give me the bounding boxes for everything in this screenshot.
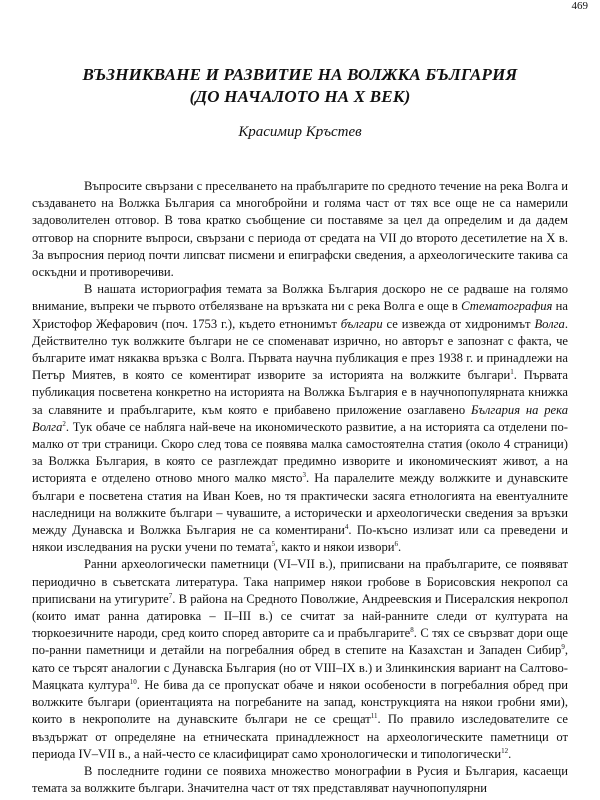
text-run: се извежда от хидронимът: [382, 316, 535, 331]
text-run: . Тук обаче се наблягa най-вече на икономическото развитие, а на историята са отделени по-малко от три страници. Скоро след това се появява малка самостоятелна статия (около 4 страници) за Волжка България, в която се разглеждат предимно изворите и икономическият живот, а на историята е отделено отново много малко място: [32, 419, 568, 486]
text-run: . Първата публикация посветена конкретно на историята на Волжка България е в научнопопулярната книжка за славяните и прабългарите, към която е прибавено приложение озаглавено: [32, 368, 568, 417]
page-number: 469: [571, 0, 588, 12]
text-run: . По правило изследователите се въздържат от определяне на етническата принадлежност на археологическите паметници от периода IV–VII в., а най-често се класифицират само хронологически и типологически: [32, 712, 568, 761]
article-title-line-2: (ДО НАЧАЛОТО НА X ВЕК): [189, 87, 411, 106]
text-run: .: [508, 746, 512, 761]
footnote-ref-12[interactable]: 12: [501, 746, 509, 755]
article-title: [0, 64, 600, 108]
text-run: . Не бива да се пропускат обаче и някои особености в погребалния обред при волжките българи (ориентацията на погребаните на запад, конструкцията на някои гробни ями), които в некрополите на дунавските българи не се срещат: [32, 677, 568, 727]
footnote-ref-9[interactable]: 9: [561, 643, 565, 652]
paragraph-1: Въпросите свързани с преселването на прабългарите по средното течение на река Волга и създаването на Волжка България са многобройни и голяма част от тях все още не са намерили задоволителен отговор. В това кратко съобщение си поставяме за цел да определим и да дадем отговор на спорните въпроси, свързани с периода от средата на VII до второто десетилетие на X в. За въпросния период почти липсват писмени и епиграфски сведения, а археологическите такива са оскъдни и противоречиви.: [32, 179, 568, 280]
italic-term-volga: Волга: [534, 316, 565, 331]
footnote-ref-2[interactable]: 2: [62, 419, 66, 428]
italic-term-balgari: българи: [340, 316, 383, 331]
italic-title-balgaria-na-reka-volga: България на река Волга: [32, 402, 569, 434]
text-run: . В района на Средното Поволжие, Андреевския и Писералския некропол (които имат ранна датировка – II–III в.) се считат за най-ранните следи от културата на тюркоезичните народи, сред които според авторите са и прабългарите: [32, 591, 569, 641]
article-author: Красимир Кръстев: [238, 124, 362, 140]
text-run: .: [397, 540, 402, 555]
footnote-ref-1[interactable]: 1: [510, 368, 514, 377]
footnote-ref-6[interactable]: 6: [394, 540, 398, 549]
paragraph-3: [32, 556, 568, 762]
text-run: . Действително тук волжките българи не се споменават изрично, но авторът е запознат с факта, че българите имат някаква връзка с Волга. Първата научна публикация е през 1938 г. и принадлежи на Петър Миятев, в която се коментират изворите за историята на волжките българи: [32, 316, 568, 383]
text-run: . По-късно излизат или са преведени и някои изследвания на руски учени по темата: [32, 523, 568, 555]
footnote-ref-7[interactable]: 7: [168, 591, 173, 600]
footnote-ref-10[interactable]: 10: [129, 677, 137, 686]
footnote-ref-8[interactable]: 8: [410, 626, 414, 635]
article-body: [32, 178, 568, 797]
footnote-ref-3[interactable]: 3: [302, 471, 306, 480]
text-run: . На паралелите между волжките и дунавските българи е посветена статия на Иван Коев, но тя практически засяга етнологията на евентуалните наследници на волжките българи – чувашите, а исторически и археологически сведения за връзки между Дунавска и Волжка България не са коментирани: [32, 471, 569, 538]
text-run: . С тях се свързват дори още по-ранни паметници и детайли на погребалния обред в степите на Казахстан и Западен Сибир: [32, 626, 568, 658]
text-run: , като се търсят аналогии с Дунавска България (но от VIII–IX в.) и Злинкинския вариант на Салтово-Маяцката култура: [32, 643, 568, 692]
italic-title-stematografia: Стематография: [461, 299, 553, 314]
article-title-line-1: ВЪЗНИКВАНЕ И РАЗВИТИЕ НА ВОЛЖКА БЪЛГАРИЯ: [82, 65, 518, 84]
paragraph-4: В последните години се появиха множество монографии в Русия и България, касаещи темата за волжките българи. Значителна част от тях представляват научнопопулярни: [32, 763, 568, 796]
text-run: Ранни археологически паметници (VI–VII в.), приписвани на прабългарите, се появяват периодично в съветската литература. Така например някои гробове в Борисовския некропол са приписвани на утигурите: [32, 557, 568, 606]
paragraph-2: [32, 281, 568, 556]
text-run: на Христофор Жефарович (поч. 1753 г.), където етнонимът: [32, 299, 568, 331]
footnote-ref-5[interactable]: 5: [271, 540, 275, 549]
text-run: В нашата историография темата за Волжка България доскоро не се радваше на голямо внимание, въпреки че първото отбелязване на връзката ни с река Волга е още в: [32, 282, 568, 314]
footnote-ref-4[interactable]: 4: [344, 522, 349, 531]
text-run: , както и някои извори: [274, 540, 395, 555]
footnote-ref-11[interactable]: 11: [370, 712, 378, 721]
